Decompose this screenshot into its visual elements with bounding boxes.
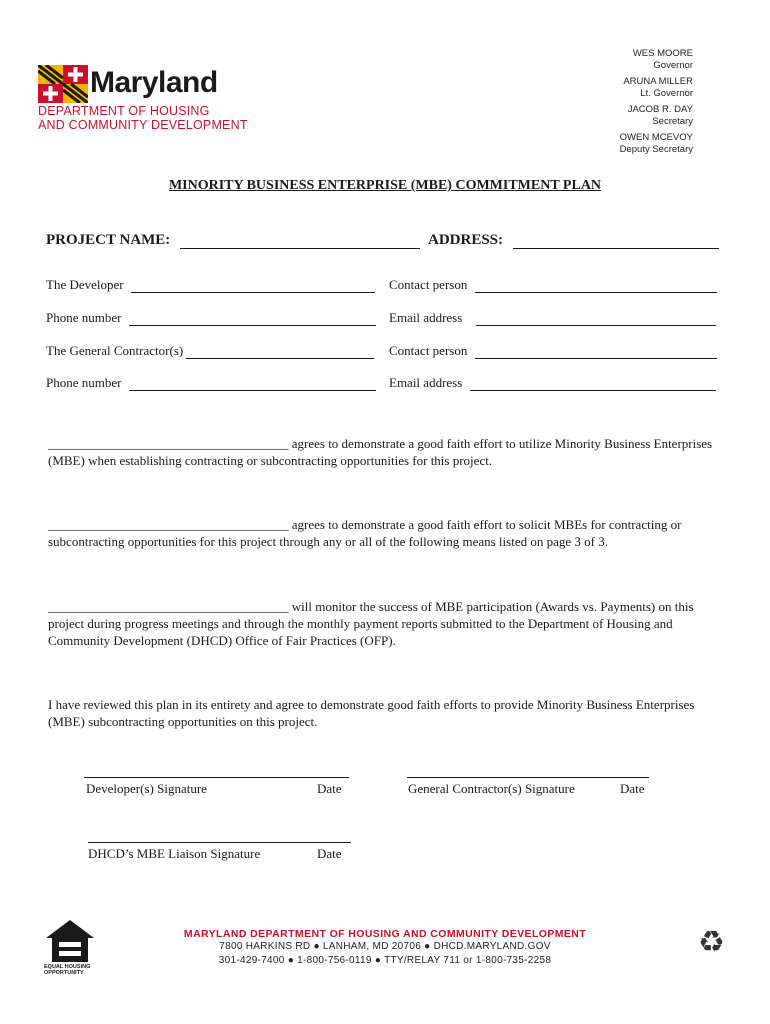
paragraph-utilize-mbe xyxy=(48,435,728,469)
logo-wordmark: Maryland xyxy=(90,66,218,99)
official-deputy-secretary xyxy=(493,132,693,155)
developer-signature-label: Developer(s) Signature xyxy=(86,781,207,796)
contact-person-label: Contact person xyxy=(389,343,468,358)
official-title: Secretary xyxy=(652,115,693,127)
developer-signature-line[interactable] xyxy=(84,777,349,778)
contact-person-row-1 xyxy=(389,277,717,293)
department-line-2: AND COMMUNITY DEVELOPMENT xyxy=(38,118,248,132)
footer-address: 7800 HARKINS RD ● LANHAM, MD 20706 ● DHCD.MARYLAND.GOV xyxy=(219,941,551,952)
official-title: Lt. Governor xyxy=(640,87,693,99)
general-contractor-signature-line[interactable] xyxy=(407,777,649,778)
phone-row-1 xyxy=(46,310,376,326)
company-blank[interactable]: _____________________________________ xyxy=(48,599,289,614)
email-label: Email address xyxy=(389,375,463,390)
official-lt-governor xyxy=(493,76,693,99)
phone-field[interactable] xyxy=(129,313,376,326)
official-title: Deputy Secretary xyxy=(619,143,693,155)
official-title: Governor xyxy=(653,59,693,71)
phone-field[interactable] xyxy=(129,378,376,391)
project-name-label: PROJECT NAME: xyxy=(46,232,171,248)
general-contractor-field[interactable] xyxy=(186,346,374,359)
contact-person-field[interactable] xyxy=(475,346,717,359)
official-name: JACOB R. DAY xyxy=(627,104,693,115)
email-field[interactable] xyxy=(476,313,716,326)
paragraph-solicit-mbe xyxy=(48,516,728,550)
paragraph-text: will monitor the success of MBE participation (Awards vs. Payments) on this project during progress meetings and through the monthly payment reports submitted to the Department of Housing and Community Development (DHCD) Office of Fair Practices (OFP). xyxy=(48,599,694,648)
project-name-field[interactable] xyxy=(180,234,420,249)
address-row xyxy=(428,232,719,249)
contact-person-label: Contact person xyxy=(389,277,468,292)
company-blank[interactable]: _____________________________________ xyxy=(48,436,289,451)
address-label: ADDRESS: xyxy=(428,232,504,248)
date-label: Date xyxy=(317,846,342,861)
official-governor xyxy=(493,48,693,71)
address-field[interactable] xyxy=(513,234,719,249)
official-name: ARUNA MILLER xyxy=(623,76,693,87)
paragraph-text: agrees to demonstrate a good faith effort to utilize Minority Business Enterprises (MBE) when establishing contracting or subcontracting opportunities for this project. xyxy=(48,436,713,468)
company-blank[interactable]: _____________________________________ xyxy=(48,517,289,532)
general-contractor-signature-label: General Contractor(s) Signature xyxy=(408,781,575,796)
equal-housing-text: EQUAL HOUSING OPPORTUNITY xyxy=(44,964,91,976)
general-contractor-row xyxy=(46,343,374,359)
contact-person-row-2 xyxy=(389,343,717,359)
footer-phones: 301-429-7400 ● 1-800-756-0119 ● TTY/RELAY 711 or 1-800-735-2258 xyxy=(218,955,552,966)
official-name: OWEN MCEVOY xyxy=(619,132,693,143)
liaison-signature-label: DHCD’s MBE Liaison Signature xyxy=(88,846,261,861)
footer-title: MARYLAND DEPARTMENT OF HOUSING AND COMMUNITY DEVELOPMENT xyxy=(183,928,587,940)
developer-field[interactable] xyxy=(131,280,375,293)
official-secretary xyxy=(493,104,693,127)
maryland-flag-icon xyxy=(38,65,88,103)
general-contractor-label: The General Contractor(s) xyxy=(46,343,184,358)
developer-label: The Developer xyxy=(46,277,124,292)
email-field[interactable] xyxy=(470,378,716,391)
email-label: Email address xyxy=(389,310,463,325)
email-row-2 xyxy=(389,375,716,391)
recycle-icon: ♻ xyxy=(698,925,725,960)
document-title: MINORITY BUSINESS ENTERPRISE (MBE) COMMITMENT PLAN xyxy=(168,178,602,193)
developer-row xyxy=(46,277,375,293)
email-row-1 xyxy=(389,310,716,326)
department-line-1: DEPARTMENT OF HOUSING xyxy=(38,104,210,118)
paragraph-review-agreement: I have reviewed this plan in its entirety and agree to demonstrate good faith efforts to provide Minority Business Enterprises (MBE) subcontracting opportunities on this project. xyxy=(48,697,695,729)
date-label: Date xyxy=(317,781,342,796)
phone-row-2 xyxy=(46,375,376,391)
phone-label: Phone number xyxy=(46,375,122,390)
paragraph-monitor-mbe xyxy=(48,598,728,649)
liaison-signature-line[interactable] xyxy=(88,842,351,843)
department-name xyxy=(38,104,248,132)
phone-label: Phone number xyxy=(46,310,122,325)
official-name: WES MOORE xyxy=(632,48,693,59)
contact-person-field[interactable] xyxy=(475,280,717,293)
paragraph-text: agrees to demonstrate a good faith effort to solicit MBEs for contracting or subcontracting opportunities for this project through any or all of the following means listed on page 3 of 3. xyxy=(48,517,682,549)
date-label: Date xyxy=(620,781,645,796)
officials-list xyxy=(493,48,693,160)
project-name-row xyxy=(46,232,420,249)
